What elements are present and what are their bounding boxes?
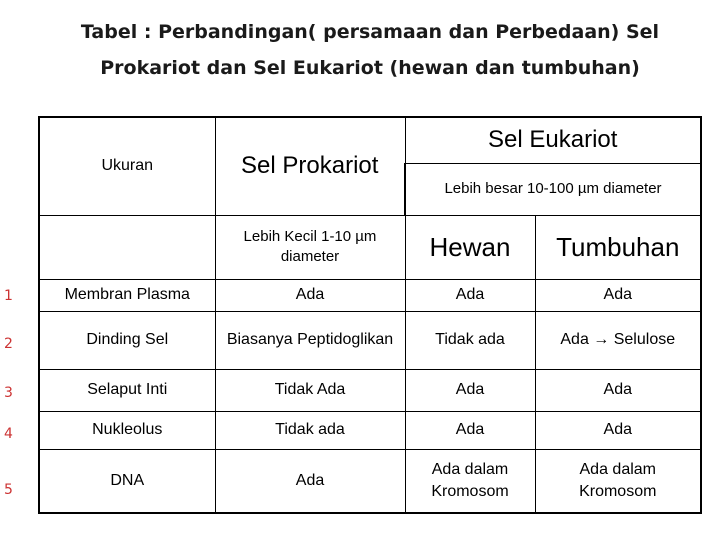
header-hewan: Hewan	[405, 215, 535, 279]
row-number: 5	[4, 482, 13, 498]
tumbuhan-cell: Ada	[535, 369, 701, 411]
row-number: 1	[4, 288, 13, 304]
hewan-cell: Ada dalam Kromosom	[405, 449, 535, 513]
table-row	[39, 311, 701, 369]
table-row	[39, 411, 701, 449]
comparison-table	[38, 116, 702, 514]
hewan-cell: Ada	[405, 369, 535, 411]
title-line-1: Tabel : Perbandingan( persamaan dan Perbedaan) Sel	[80, 21, 660, 43]
header-empty-cell	[39, 215, 215, 279]
tumbuhan-cell: Ada → Selulose	[535, 311, 701, 369]
header-prokariot-size: Lebih Kecil 1-10 µm diameter	[215, 215, 405, 279]
feature-cell: Nukleolus	[39, 411, 215, 449]
feature-cell: DNA	[39, 449, 215, 513]
table-row	[39, 369, 701, 411]
row-number: 4	[4, 426, 13, 442]
prokariot-cell: Ada	[215, 449, 405, 513]
table-row	[39, 449, 701, 513]
row-number: 2	[4, 336, 13, 352]
header-prokariot: Sel Prokariot	[215, 117, 405, 215]
tumbuhan-cell: Ada	[535, 411, 701, 449]
feature-cell: Selaput Inti	[39, 369, 215, 411]
tumbuhan-cell: Ada	[535, 279, 701, 311]
tumbuhan-cell: Ada dalam Kromosom	[535, 449, 701, 513]
header-tumbuhan: Tumbuhan	[535, 215, 701, 279]
header-eukariot-size: Lebih besar 10-100 µm diameter	[405, 163, 701, 215]
prokariot-cell: Tidak ada	[215, 411, 405, 449]
header-eukariot: Sel Eukariot	[405, 117, 701, 163]
prokariot-cell: Tidak Ada	[215, 369, 405, 411]
hewan-cell: Ada	[405, 411, 535, 449]
header-ukuran: Ukuran	[39, 117, 215, 215]
row-number: 3	[4, 385, 13, 401]
prokariot-cell: Biasanya Peptidoglikan	[215, 311, 405, 369]
feature-cell: Membran Plasma	[39, 279, 215, 311]
title-line-2: Prokariot dan Sel Eukariot (hewan dan tumbuhan)	[100, 57, 640, 79]
prokariot-cell: Ada	[215, 279, 405, 311]
page-title	[30, 14, 710, 86]
table-row	[39, 279, 701, 311]
hewan-cell: Ada	[405, 279, 535, 311]
feature-cell: Dinding Sel	[39, 311, 215, 369]
hewan-cell: Tidak ada	[405, 311, 535, 369]
